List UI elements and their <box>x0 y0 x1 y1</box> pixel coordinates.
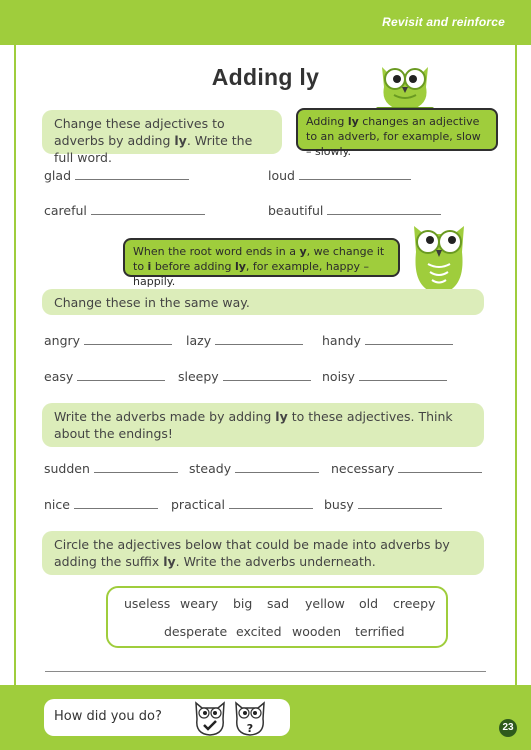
left-border <box>14 45 16 685</box>
word-field-sleepy[interactable]: sleepy <box>178 369 311 384</box>
answer-line[interactable] <box>94 463 178 473</box>
word-field-angry[interactable]: angry <box>44 333 172 348</box>
word-field-steady[interactable]: steady <box>189 461 319 476</box>
answer-line[interactable] <box>91 205 205 215</box>
word-excited[interactable]: excited <box>236 624 282 639</box>
how-did-you-do-label: How did you do? <box>54 709 162 724</box>
word-creepy[interactable]: creepy <box>393 596 436 611</box>
word-terrified[interactable]: terrified <box>355 624 405 639</box>
word-field-noisy[interactable]: noisy <box>322 369 447 384</box>
word-field-busy[interactable]: busy <box>324 497 442 512</box>
tip-bubble-1: Adding ly changes an adjective to an adverb, for example, slow – slowly. <box>296 108 498 151</box>
answer-line[interactable] <box>299 170 411 180</box>
word-field-easy[interactable]: easy <box>44 369 165 384</box>
word-old[interactable]: old <box>359 596 379 611</box>
answer-line[interactable] <box>235 463 319 473</box>
answer-line[interactable] <box>358 499 442 509</box>
word-field-loud[interactable]: loud <box>268 168 411 183</box>
page-number: 23 <box>499 719 517 737</box>
answer-line[interactable] <box>75 170 189 180</box>
answer-line[interactable] <box>74 499 158 509</box>
word-weary[interactable]: weary <box>180 596 219 611</box>
word-field-sudden[interactable]: sudden <box>44 461 178 476</box>
answer-line[interactable] <box>84 335 172 345</box>
owl-icon <box>372 57 438 113</box>
word-field-beautiful[interactable]: beautiful <box>268 203 441 218</box>
owl-icon <box>404 218 474 300</box>
word-useless[interactable]: useless <box>124 596 171 611</box>
owl-question-icon[interactable] <box>230 699 270 737</box>
instruction-panel-1: Change these adjectives to adverbs by adding ly. Write the full word. <box>42 110 282 154</box>
answer-line[interactable] <box>215 335 303 345</box>
word-field-glad[interactable]: glad <box>44 168 189 183</box>
section-tag: Revisit and reinforce <box>382 15 505 29</box>
word-field-practical[interactable]: practical <box>171 497 313 512</box>
owl-tick-icon[interactable] <box>190 699 230 737</box>
word-yellow[interactable]: yellow <box>305 596 345 611</box>
answer-line[interactable] <box>229 499 313 509</box>
word-desperate[interactable]: desperate <box>164 624 228 639</box>
svg-text:?: ? <box>246 722 254 735</box>
instruction-panel-4: Circle the adjectives below that could be made into adverbs by adding the suffix ly. Write the adverbs underneath. <box>42 531 484 575</box>
answer-line[interactable] <box>223 371 311 381</box>
word-field-careful[interactable]: careful <box>44 203 205 218</box>
answer-line[interactable] <box>365 335 453 345</box>
word-field-lazy[interactable]: lazy <box>186 333 303 348</box>
page-title: Adding ly <box>211 64 320 90</box>
word-sad[interactable]: sad <box>267 596 290 611</box>
adverbs-answer-line[interactable] <box>45 671 486 672</box>
tip-bubble-2: When the root word ends in a y, we change it to i before adding ly, for example, happy – happily. <box>123 238 400 277</box>
answer-line[interactable] <box>327 205 441 215</box>
instruction-panel-2: Change these in the same way. <box>42 289 484 315</box>
right-border <box>515 45 517 685</box>
word-field-handy[interactable]: handy <box>322 333 453 348</box>
word-big[interactable]: big <box>233 596 253 611</box>
instruction-panel-3: Write the adverbs made by adding ly to these adjectives. Think about the endings! <box>42 403 484 447</box>
word-field-nice[interactable]: nice <box>44 497 158 512</box>
self-assessment-box <box>44 699 290 736</box>
answer-line[interactable] <box>359 371 447 381</box>
word-wooden[interactable]: wooden <box>292 624 342 639</box>
word-field-necessary[interactable]: necessary <box>331 461 482 476</box>
answer-line[interactable] <box>77 371 165 381</box>
top-bar <box>0 0 531 45</box>
answer-line[interactable] <box>398 463 482 473</box>
